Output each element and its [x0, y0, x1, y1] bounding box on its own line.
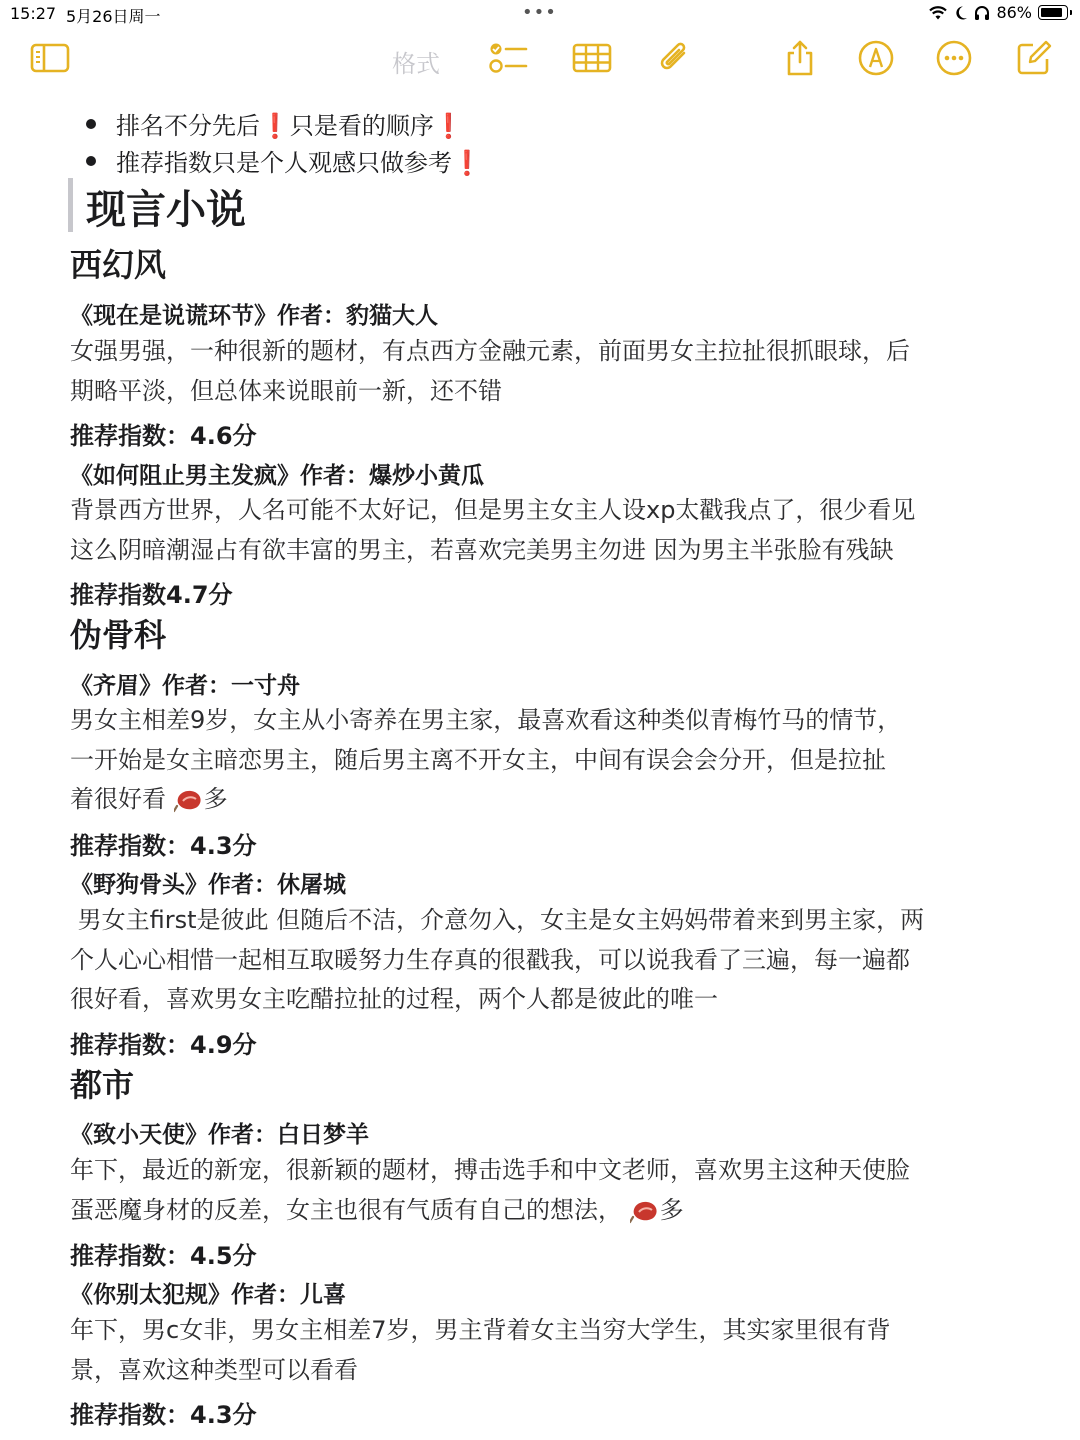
checklist-button[interactable] — [486, 36, 530, 80]
status-date: 5月26日周一 — [66, 7, 161, 26]
book-rating: 推荐指数：4.5分 — [70, 1242, 257, 1270]
book-rating: 推荐指数：4.6分 — [70, 422, 257, 450]
book-rating: 推荐指数：4.9分 — [70, 1031, 257, 1059]
exclamation-icon: ❗ — [452, 149, 482, 177]
book-title: 《现在是说谎环节》作者：豹猫大人 — [70, 303, 438, 329]
battery-percent: 86% — [996, 3, 1032, 22]
compose-button[interactable] — [1012, 36, 1056, 80]
blockquote-bar — [68, 178, 73, 232]
notes-toolbar — [0, 36, 1080, 86]
format-button[interactable]: 格式 — [392, 50, 440, 78]
book-title: 《齐眉》作者：一寸舟 — [70, 673, 300, 699]
bullet-dot — [86, 119, 96, 129]
book-title: 《如何阻止男主发疯》作者：爆炒小黄瓜 — [70, 463, 484, 489]
bullet-item: 排名不分先后❗只是看的顺序❗ — [86, 106, 464, 141]
bullet-item: 推荐指数只是个人观感只做参考❗ — [86, 143, 482, 178]
book-review: 年下，最近的新宠，很新颖的题材，搏击选手和中文老师，喜欢男主这种天使脸 蛋恶魔身材的反差，女主也很有气质有自己的想法， 多 — [70, 1156, 910, 1224]
book-review: 男女主相差9岁，女主从小寄养在男主家，最喜欢看这种类似青梅竹马的情节， 一开始是女主暗恋男主，随后男主离不开女主，中间有误会会分开，但是拉扯 着很好看 多 — [70, 706, 902, 813]
share-button[interactable] — [778, 36, 822, 80]
status-right — [928, 3, 1068, 22]
sidebar-toggle-button[interactable] — [28, 36, 72, 80]
book-rating: 推荐指数：4.3分 — [70, 832, 257, 860]
attachment-button[interactable] — [652, 36, 696, 80]
compose-icon — [1015, 39, 1053, 77]
status-bar — [0, 0, 1080, 28]
book-review: 男女主first是彼此 但随后不洁，介意勿入，女主是女主妈妈带着来到男主家，两 个人心心相惜一起相互取暖努力生存真的很戳我，可以说我看了三遍，每一遍都 很好看，喜欢男女主吃醋拉扯的过程，两个人都是彼此的唯一 — [70, 906, 925, 1013]
table-icon — [572, 42, 612, 74]
exclamation-icon: ❗ — [260, 112, 290, 140]
book-review: 女强男强，一种很新的题材，有点西方金融元素，前面男女主拉扯很抓眼球，后 期略平淡，但总体来说眼前一新，还不错 — [70, 337, 910, 405]
share-icon — [783, 39, 817, 77]
book-title: 《致小天使》作者：白日梦羊 — [70, 1122, 369, 1148]
book-review: 年下，男c女非，男女主相差7岁，男主背着女主当穷大学生，其实家里很有背 景，喜欢这种类型可以看看 — [70, 1316, 891, 1384]
attachment-icon — [656, 39, 692, 77]
bullet-dot — [86, 156, 96, 166]
book-title: 《你别太犯规》作者：儿喜 — [70, 1282, 346, 1308]
book-review: 背景西方世界，人名可能不太好记，但是男主女主人设xp太戳我点了，很少看见 这么阴暗潮湿占有欲丰富的男主，若喜欢完美男主勿进 因为男主半张脸有残缺 — [70, 496, 916, 564]
moon-icon — [954, 5, 968, 21]
checklist-icon — [488, 41, 528, 75]
markup-button[interactable] — [854, 36, 898, 80]
section-title: 现言小说 — [86, 187, 246, 233]
table-button[interactable] — [570, 36, 614, 80]
meat-icon — [174, 787, 204, 813]
group-heading: 都市 — [70, 1066, 135, 1104]
markup-icon — [857, 39, 895, 77]
book-rating: 推荐指数：4.3分 — [70, 1401, 257, 1429]
group-heading: 西幻风 — [70, 246, 167, 284]
headphones-icon — [974, 5, 990, 21]
multitasking-dots[interactable]: ••• — [522, 2, 557, 23]
status-time: 15:27 — [10, 4, 57, 23]
wifi-icon — [928, 5, 948, 21]
book-rating: 推荐指数4.7分 — [70, 581, 233, 609]
book-title: 《野狗骨头》作者：休屠城 — [70, 872, 346, 898]
battery-icon — [1038, 5, 1068, 20]
meat-icon — [630, 1198, 660, 1224]
more-button[interactable] — [932, 36, 976, 80]
sidebar-icon — [30, 42, 70, 74]
more-icon — [935, 39, 973, 77]
exclamation-icon: ❗ — [433, 112, 464, 140]
group-heading: 伪骨科 — [70, 616, 167, 654]
